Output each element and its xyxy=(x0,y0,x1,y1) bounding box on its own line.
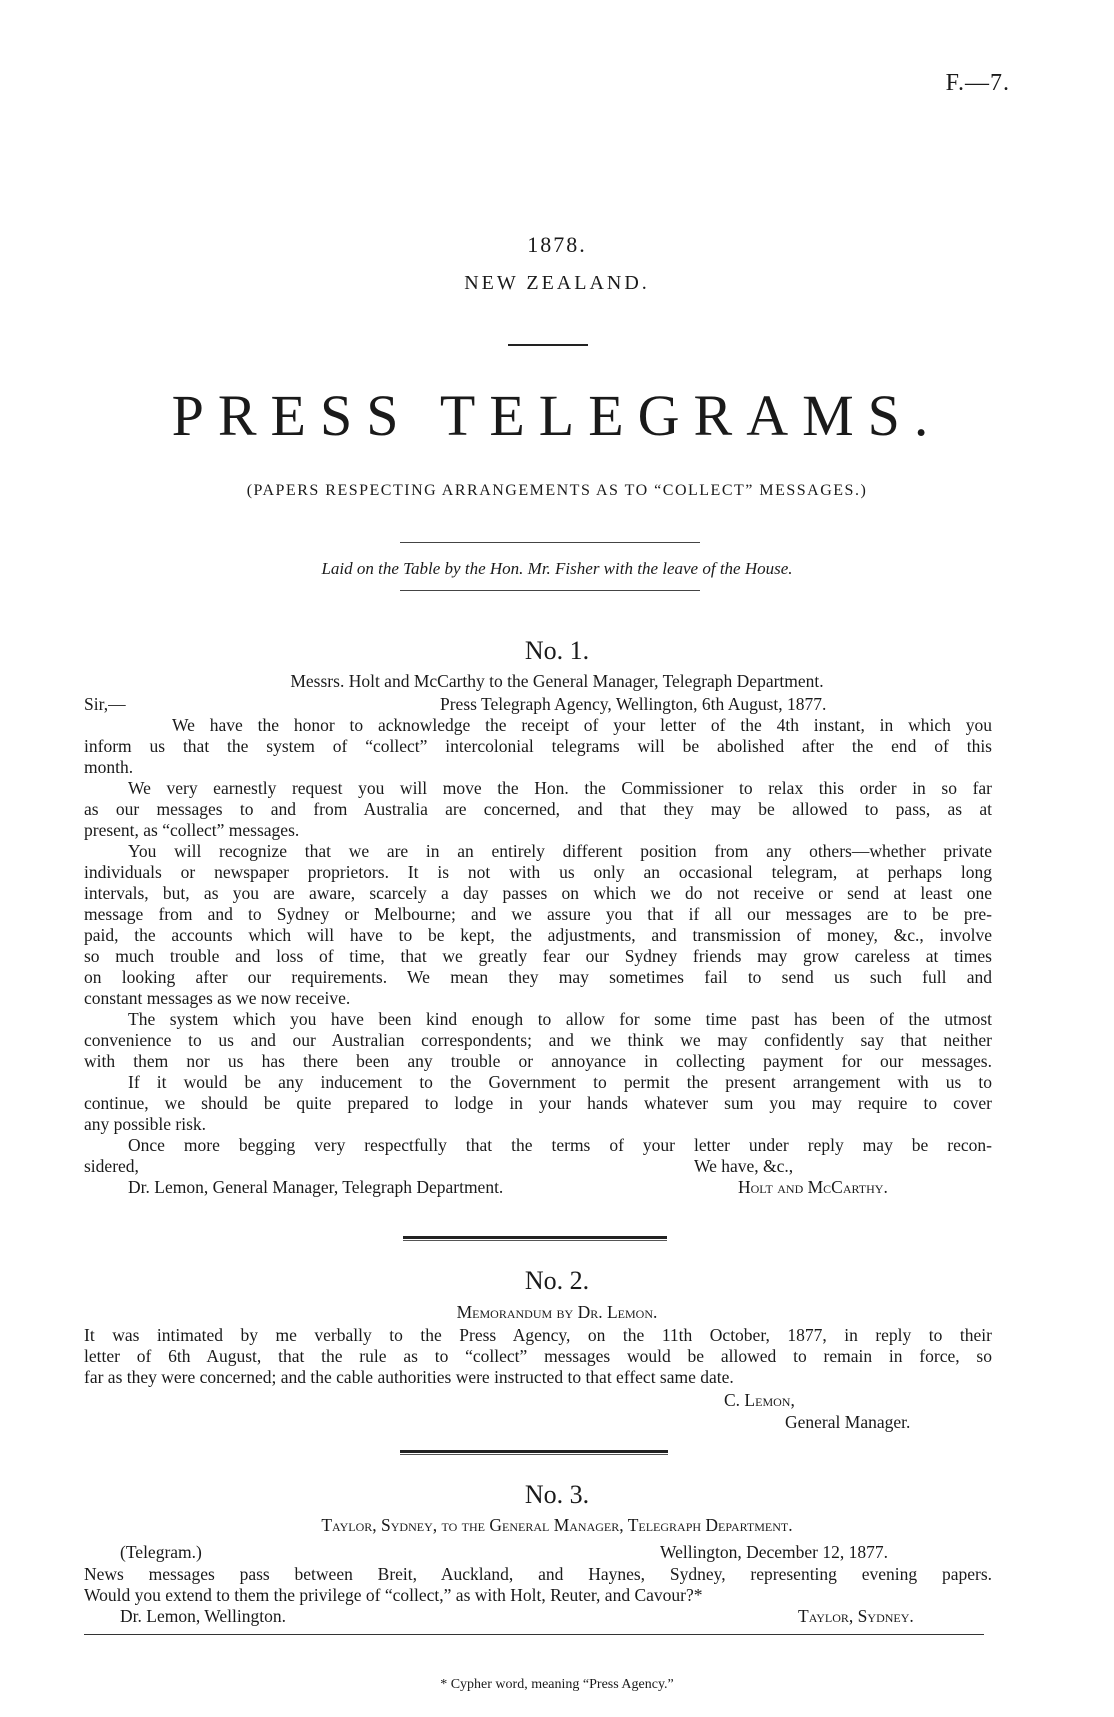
paper-reference: F.—7. xyxy=(945,70,1010,96)
document-subtitle: (PAPERS RESPECTING ARRANGEMENTS AS TO “COLLECT” MESSAGES.) xyxy=(246,482,868,499)
signature-title: General Manager. xyxy=(785,1412,911,1432)
body-line: Would you extend to them the privilege of “collect,” as with Holt, Reuter, and Cavour?* xyxy=(84,1585,703,1605)
divider xyxy=(400,1450,668,1455)
body-line: message from and to Sydney or Melbourne; and we assure you that if all our messages are to be pre- xyxy=(84,904,992,924)
divider xyxy=(403,1236,667,1241)
divider xyxy=(508,344,588,346)
section-heading-no-1: No. 1. xyxy=(524,636,590,665)
body-line: We have the honor to acknowledge the receipt of your letter of the 4th instant, in which you xyxy=(172,715,992,735)
signature: C. Lemon, xyxy=(724,1390,795,1410)
memorandum-from: Memorandum by Dr. Lemon. xyxy=(456,1302,658,1322)
body-line: any possible risk. xyxy=(84,1114,207,1134)
salutation: Sir,— xyxy=(84,694,126,714)
body-line: If it would be any inducement to the Government to permit the present arrangement with us to xyxy=(128,1072,992,1092)
body-line: It was intimated by me verbally to the Press Agency, on the 11th October, 1877, in reply to their xyxy=(84,1325,992,1345)
section-heading-no-2: No. 2. xyxy=(524,1266,590,1295)
body-line: on looking after our requirements. We mean they may sometimes fail to send us such full and xyxy=(84,967,992,987)
body-line: individuals or newspaper proprietors. It is not with us only an occasional telegram, at perhaps long xyxy=(84,862,992,882)
country-heading: NEW ZEALAND. xyxy=(464,272,650,294)
section-heading-no-3: No. 3. xyxy=(524,1480,590,1509)
body-line: News messages pass between Breit, Auckland, and Haynes, Sydney, representing evening papers. xyxy=(84,1564,992,1584)
body-line: You will recognize that we are in an entirely different position from any others—whether private xyxy=(128,841,992,861)
body-line: convenience to us and our Australian correspondents; and we think we may confidently say that neither xyxy=(84,1030,992,1050)
body-line: continue, we should be quite prepared to lodge in your hands whatever sum you may require to cover xyxy=(84,1093,992,1113)
body-line: so much trouble and loss of time, that we greatly fear our Sydney friends may grow careless at times xyxy=(84,946,992,966)
closing: We have, &c., xyxy=(694,1156,794,1176)
place-date: Wellington, December 12, 1877. xyxy=(660,1542,888,1562)
body-line: sidered, xyxy=(84,1156,139,1176)
body-line: with them nor us has there been any trouble or annoyance in collecting payment for our messages. xyxy=(84,1051,992,1071)
year: 1878. xyxy=(527,232,587,257)
addressee: Dr. Lemon, Wellington. xyxy=(120,1606,286,1626)
signature: Taylor, Sydney. xyxy=(798,1606,914,1626)
footnote-rule xyxy=(84,1634,984,1635)
telegram-from: Taylor, Sydney, to the General Manager, Telegraph Department. xyxy=(321,1515,793,1535)
divider xyxy=(400,542,700,543)
body-line: constant messages as we now receive. xyxy=(84,988,351,1008)
divider xyxy=(400,590,700,591)
body-line: far as they were concerned; and the cable authorities were instructed to that effect same date. xyxy=(84,1367,734,1387)
body-line: as our messages to and from Australia are concerned, and that they may be allowed to pass, as at xyxy=(84,799,992,819)
letter-from: Messrs. Holt and McCarthy to the General Manager, Telegraph Department. xyxy=(290,671,824,691)
body-line: letter of 6th August, that the rule as to “collect” messages would be allowed to remain in force, so xyxy=(84,1346,992,1366)
laid-on-table-note: Laid on the Table by the Hon. Mr. Fisher with the leave of the House. xyxy=(321,559,793,578)
addressee: Dr. Lemon, General Manager, Telegraph Department. xyxy=(128,1177,504,1197)
body-line: present, as “collect” messages. xyxy=(84,820,300,840)
place-date: Press Telegraph Agency, Wellington, 6th August, 1877. xyxy=(440,694,827,714)
body-line: The system which you have been kind enough to allow for some time past has been of the utmost xyxy=(128,1009,992,1029)
telegram-label: (Telegram.) xyxy=(120,1542,202,1562)
body-line: Once more begging very respectfully that the terms of your letter under reply may be recon- xyxy=(128,1135,992,1155)
body-line: intervals, but, as you are aware, scarcely a day passes on which we do not receive or send at least one xyxy=(84,883,992,903)
document-title: PRESS TELEGRAMS. xyxy=(171,383,943,448)
signature: Holt and McCarthy. xyxy=(738,1177,888,1197)
footnote: * Cypher word, meaning “Press Agency.” xyxy=(440,1677,674,1692)
body-line: We very earnestly request you will move the Hon. the Commissioner to relax this order in so far xyxy=(128,778,992,798)
body-line: paid, the accounts which will have to be kept, the adjustments, and transmission of money, &c., involve xyxy=(84,925,992,945)
body-line: inform us that the system of “collect” intercolonial telegrams will be abolished after the end of this xyxy=(84,736,992,756)
body-line: month. xyxy=(84,757,134,777)
